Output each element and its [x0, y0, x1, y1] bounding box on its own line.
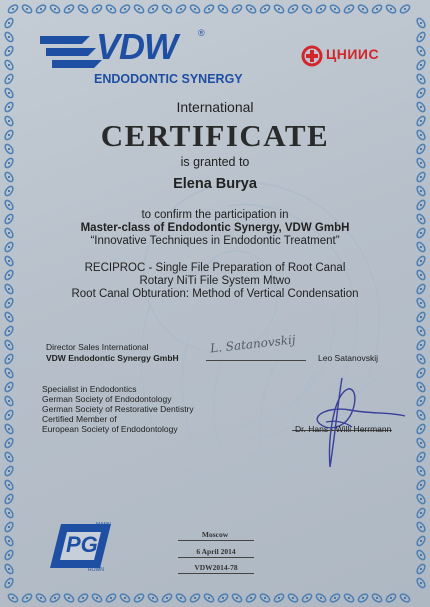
topic-item: RECIPROC - Single File Preparation of Root Canal	[84, 262, 346, 274]
role-line: German Society of Endodontology	[42, 394, 172, 404]
footer-line	[178, 557, 254, 558]
vdw-wordmark: VDW	[96, 26, 177, 67]
role-line: German Society of Restorative Dentistry	[42, 404, 194, 414]
role-line: Specialist in Endodontics	[42, 384, 137, 394]
pg-small-text: MANN	[96, 522, 111, 528]
footer-line	[178, 540, 254, 541]
intro-text: International	[176, 99, 254, 115]
cniis-logo	[300, 42, 400, 70]
vdw-subtitle: ENDODONTIC SYNERGY	[94, 72, 243, 86]
pg-letters: PG	[66, 532, 98, 557]
signature-line	[206, 360, 306, 361]
footer-city: Moscow	[201, 530, 229, 539]
registered-mark: ®	[198, 28, 205, 38]
cniis-wordmark: ЦНИИС	[326, 46, 380, 62]
signatory-name: Leo Satanovskij	[318, 353, 379, 363]
topic-item: Rotary NiTi File System Mtwo	[139, 275, 291, 287]
certificate-title: CERTIFICATE	[100, 118, 330, 153]
signatory-name: Dr. Hans - Willi Herrmann	[295, 424, 392, 434]
vdw-logo	[38, 26, 243, 88]
signature-herrmann	[280, 372, 410, 472]
signatory-company: VDW Endodontic Synergy GmbH	[46, 353, 179, 363]
signature-satanovskij: L. Satanovskij	[209, 332, 297, 356]
role-line: Certified Member of	[42, 414, 117, 424]
cniis-emblem-icon	[300, 44, 324, 68]
signatory-role: Director Sales International	[46, 342, 149, 352]
recipient-name: Elena Burya	[173, 176, 257, 192]
granted-text: is granted to	[180, 155, 250, 169]
pg-small-text: ROWN	[88, 567, 104, 573]
footer-line	[178, 573, 254, 574]
footer-number: VDW2014-78	[194, 563, 238, 572]
footer-date: 6 April 2014	[196, 547, 236, 556]
vdw-wing-icon	[38, 32, 102, 72]
masterclass-text: Master-class of Endodontic Synergy, VDW GmbH	[80, 222, 350, 234]
topic-item: Root Canal Obturation: Method of Vertical Condensation	[71, 288, 359, 300]
role-line: European Society of Endodontology	[42, 424, 178, 434]
confirm-text: to confirm the participation in	[141, 209, 289, 221]
pg-logo	[48, 520, 116, 576]
course-title: “Innovative Techniques in Endodontic Treatment”	[90, 235, 340, 247]
signatory-roles	[42, 384, 194, 434]
